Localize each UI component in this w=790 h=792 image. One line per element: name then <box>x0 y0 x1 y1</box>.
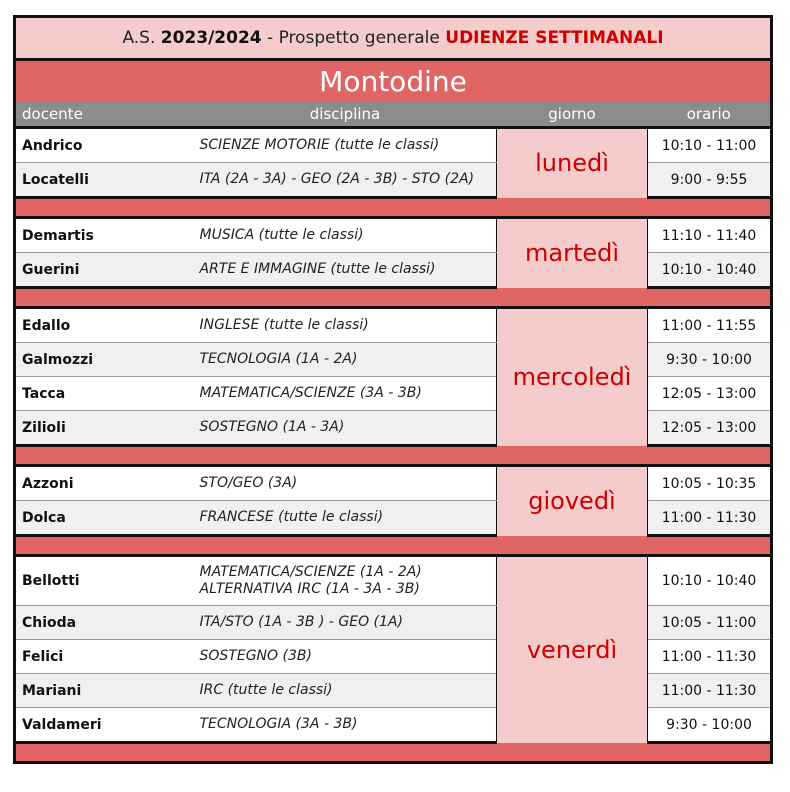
subject-cell <box>194 377 497 411</box>
teacher-name: Dolca <box>15 501 194 536</box>
subject-cell <box>194 640 497 674</box>
school-year: 2023/2024 <box>160 28 262 48</box>
title-prefix: A.S. <box>122 28 156 48</box>
teacher-name: Chioda <box>15 606 194 640</box>
table-row <box>15 128 772 163</box>
subject-cell <box>194 253 497 288</box>
subject-text: STO/GEO (3A) <box>199 475 298 491</box>
subject-text: MATEMATICA/SCIENZE (1A - 2A) <box>199 564 422 580</box>
subject-cell <box>194 674 497 708</box>
time-slot: 11:00 - 11:30 <box>648 674 772 708</box>
time-slot: 11:00 - 11:30 <box>648 501 772 536</box>
separator-band <box>15 536 772 556</box>
subject-text: MUSICA (tutte le classi) <box>199 227 364 243</box>
time-slot: 10:10 - 10:40 <box>648 556 772 606</box>
time-slot: 11:00 - 11:30 <box>648 640 772 674</box>
teacher-name: Valdameri <box>15 708 194 743</box>
subject-text-2: ALTERNATIVA IRC (1A - 3A - 3B) <box>199 581 420 597</box>
separator-cell <box>15 536 772 556</box>
table-row <box>15 411 772 446</box>
col-header-docente: docente <box>15 101 194 128</box>
time-slot: 11:00 - 11:55 <box>648 308 772 343</box>
subject-cell <box>194 411 497 446</box>
teacher-name: Tacca <box>15 377 194 411</box>
day-label: lunedì <box>497 128 648 198</box>
time-slot: 9:00 - 9:55 <box>648 163 772 198</box>
table-row <box>15 218 772 253</box>
table-row <box>15 556 772 606</box>
time-slot: 9:30 - 10:00 <box>648 708 772 743</box>
subject-cell <box>194 466 497 501</box>
subject-cell <box>194 606 497 640</box>
subject-text: INGLESE (tutte le classi) <box>199 317 369 333</box>
subject-text: MATEMATICA/SCIENZE (3A - 3B) <box>199 385 422 401</box>
table-row <box>15 377 772 411</box>
subject-text: FRANCESE (tutte le classi) <box>199 509 384 525</box>
table-row <box>15 674 772 708</box>
subject-cell <box>194 163 497 198</box>
teacher-name: Andrico <box>15 128 194 163</box>
table-row <box>15 466 772 501</box>
school-name: Montodine <box>15 60 772 102</box>
col-header-disciplina: disciplina <box>194 101 497 128</box>
subject-cell <box>194 708 497 743</box>
subject-text: ITA/STO (1A - 3B ) - GEO (1A) <box>199 614 403 630</box>
table-row <box>15 343 772 377</box>
subject-cell <box>194 308 497 343</box>
subject-text: SCIENZE MOTORIE (tutte le classi) <box>199 137 440 153</box>
separator-band <box>15 288 772 308</box>
day-label: giovedì <box>497 466 648 536</box>
time-slot: 10:05 - 10:35 <box>648 466 772 501</box>
school-row <box>15 60 772 102</box>
separator-cell <box>15 743 772 763</box>
title-highlight: UDIENZE SETTIMANALI <box>445 28 664 48</box>
table-row <box>15 640 772 674</box>
table-row <box>15 308 772 343</box>
day-label: mercoledì <box>497 308 648 446</box>
separator-band <box>15 446 772 466</box>
time-slot: 11:10 - 11:40 <box>648 218 772 253</box>
teacher-name: Demartis <box>15 218 194 253</box>
teacher-name: Azzoni <box>15 466 194 501</box>
teacher-name: Edallo <box>15 308 194 343</box>
table-row <box>15 606 772 640</box>
title-middle: - Prospetto generale <box>267 28 440 48</box>
teacher-name: Zilioli <box>15 411 194 446</box>
subject-cell <box>194 128 497 163</box>
table-row <box>15 253 772 288</box>
title-row <box>15 17 772 60</box>
time-slot: 10:10 - 11:00 <box>648 128 772 163</box>
subject-text: SOSTEGNO (1A - 3A) <box>199 419 345 435</box>
teacher-name: Bellotti <box>15 556 194 606</box>
column-header-row <box>15 101 772 128</box>
separator-band <box>15 198 772 218</box>
teacher-name: Mariani <box>15 674 194 708</box>
col-header-orario: orario <box>648 101 772 128</box>
table-row <box>15 501 772 536</box>
table-row <box>15 708 772 743</box>
document-title <box>15 17 772 60</box>
subject-text: TECNOLOGIA (3A - 3B) <box>199 716 358 732</box>
subject-cell <box>194 556 497 606</box>
subject-text: TECNOLOGIA (1A - 2A) <box>199 351 358 367</box>
separator-cell <box>15 446 772 466</box>
subject-cell <box>194 218 497 253</box>
time-slot: 10:10 - 10:40 <box>648 253 772 288</box>
subject-cell <box>194 343 497 377</box>
separator-cell <box>15 288 772 308</box>
col-header-giorno: giorno <box>497 101 648 128</box>
subject-text: SOSTEGNO (3B) <box>199 648 312 664</box>
table-row <box>15 163 772 198</box>
time-slot: 9:30 - 10:00 <box>648 343 772 377</box>
teacher-name: Galmozzi <box>15 343 194 377</box>
time-slot: 12:05 - 13:00 <box>648 411 772 446</box>
day-label: venerdì <box>497 556 648 743</box>
separator-band <box>15 743 772 763</box>
subject-text: IRC (tutte le classi) <box>199 682 333 698</box>
teacher-name: Felici <box>15 640 194 674</box>
subject-text: ITA (2A - 3A) - GEO (2A - 3B) - STO (2A) <box>199 171 475 187</box>
separator-cell <box>15 198 772 218</box>
time-slot: 10:05 - 11:00 <box>648 606 772 640</box>
schedule-table <box>13 15 773 764</box>
time-slot: 12:05 - 13:00 <box>648 377 772 411</box>
day-label: martedì <box>497 218 648 288</box>
teacher-name: Guerini <box>15 253 194 288</box>
subject-cell <box>194 501 497 536</box>
teacher-name: Locatelli <box>15 163 194 198</box>
subject-text: ARTE E IMMAGINE (tutte le classi) <box>199 261 436 277</box>
schedule-sheet <box>13 15 770 764</box>
